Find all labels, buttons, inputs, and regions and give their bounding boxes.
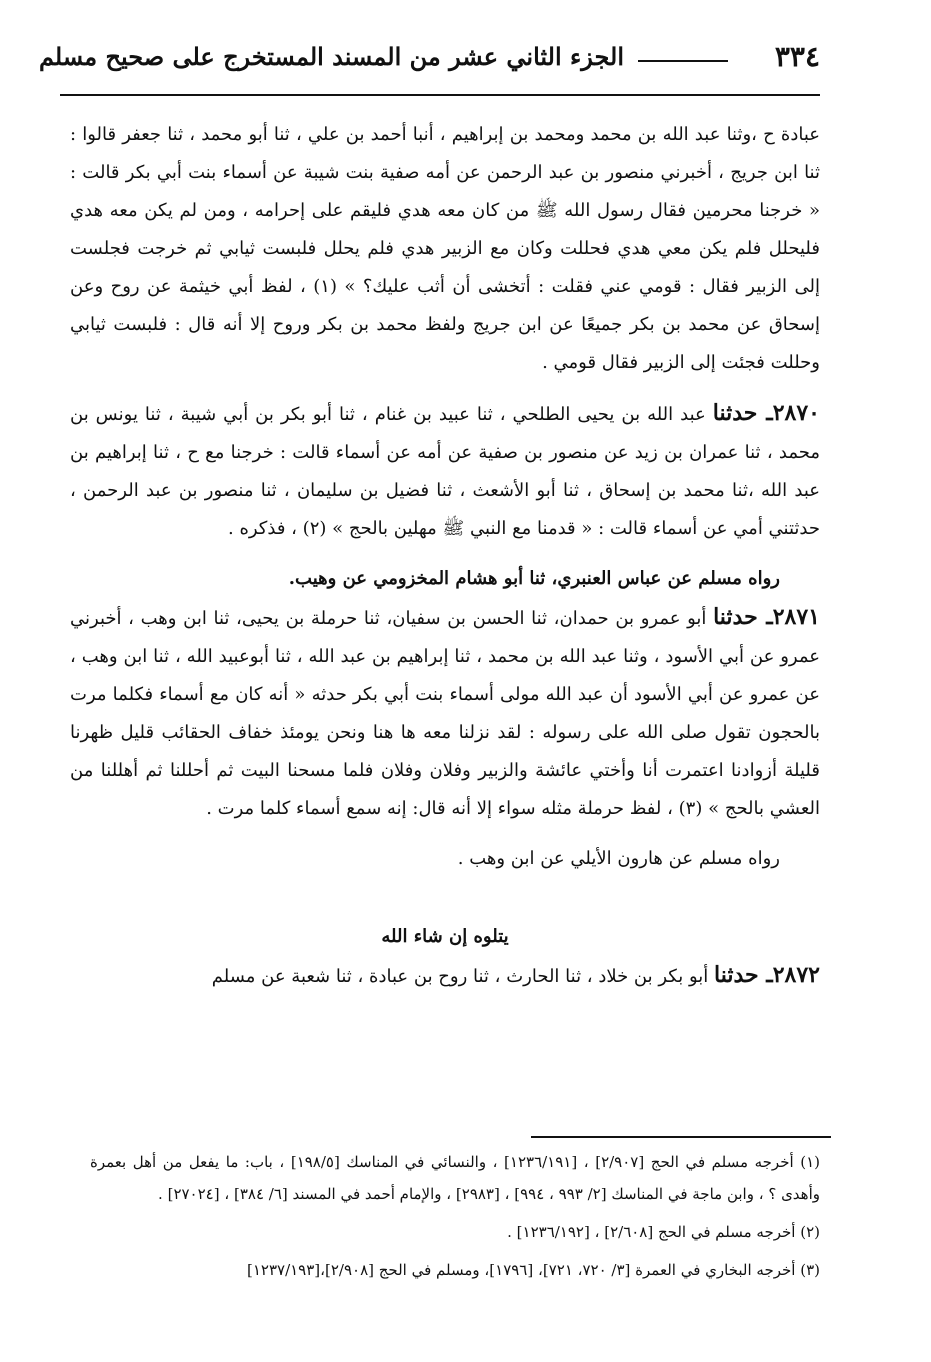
haddathana-label: ـ حدثنا [714,962,773,988]
footnote-separator [531,1136,831,1138]
continuation-heading [70,918,820,956]
haddathana-label: ـ حدثنا [713,604,773,630]
heading-text: يتلوه إن شاء الله [381,926,509,947]
header-rule [638,60,728,62]
narration-note [70,840,820,878]
narration-note [70,560,820,598]
paragraph-text: عبادة ح ،وثنا عبد الله بن محمد ومحمد بن إبراهيم ، أنبا أحمد بن علي ، ثنا أبو محمد ، ثنا جعفر قالوا : ثنا ابن جريج ، أخبرني منصور بن عبد الرحمن عن أمه صفية بنت شيبة عن أسماء بنت أبي بكر قالت : « خرجنا محرمين فقال رسول الله ﷺ من كان معه هدي فليقم على إحرامه ، ومن لم يكن معه هدي فليحلل فلم يكن معي هدي فحللت وكان مع الزبير هدي فلم يحلل فلبست ثيابي ثم خرجت فجلست إلى الزبير فقال : قومي عني فقلت : أتخشى أن أثب عليك؟ » (١) ، لفظ أبي خيثمة عن روح وعن إسحاق عن محمد بن بكر جميعًا عن ابن جريج ولفظ محمد بن بكر وروح إلا أنه قال : فلبست ثيابي وحللت فجئت إلى الزبير فقال قومي . [70,124,820,373]
hadith-paragraph [70,116,820,382]
hadith-number: ٢٨٧٢ [772,962,820,988]
footnote: (١) أخرجه مسلم في الحج [٢/٩٠٧] ، [١٢٣٦/١٩١] ، والنسائي في المناسك [١٩٨/٥] ، باب: ما يفعل من أهل بعمرة وأهدى ؟ ، وابن ماجة في المناسك [٢/ ٩٩٣ ، ٩٩٤] ، [٢٩٨٣] ، والإمام أحمد في المسند [٦/ ٣٨٤] ، [٢٧٠٢٤] . [90,1153,820,1203]
paragraph-text: أبو بكر بن خلاد ، ثنا الحارث ، ثنا روح بن عبادة ، ثنا شعبة عن مسلم [211,966,709,987]
paragraph-text: عبد الله بن يحيى الطلحي ، ثنا عبيد بن غنام ، ثنا أبو بكر بن أبي شيبة ، ثنا يونس بن محمد ، ثنا عمران بن زيد عن منصور بن صفية عن أمه عن أسماء قالت : خرجنا مع ح ، ثنا إبراهيم بن عبد الله ،ثنا محمد بن إسحاق ، ثنا أبو الأشعث ، ثنا فضيل بن سليمان ، ثنا منصور بن عبد الرحمن ، حدثتني أمي عن أسماء قالت : « قدمنا مع النبي ﷺ مهلين بالحج » (٢) ، فذكره . [70,404,820,539]
paragraph-text: أبو عمرو بن حمدان، ثنا الحسن بن سفيان، ثنا حرملة بن يحيى، ثنا ابن وهب ، أخبرني عمرو عن أبي الأسود ، وثنا عبد الله بن محمد ، ثنا إبراهيم بن عبد الله ، ثنا أبوعبيد الله ، ثنا ابن وهب ، عن عمرو عن أبي الأسود أن عبد الله مولى أسماء بنت أبي بكر حدثه « أنه كان مع أسماء فكلما مرت بالحجون تقول صلى الله على رسوله : لقد نزلنا معه ها هنا ونحن يومئذ خفاف الحقائب قليل ظهرنا قليلة أزوادنا اعتمرت أنا وأختي عائشة والزبير وفلان وفلان فلما مسحنا البيت ثم أحللنا ثم أهللنا من العشي بالحج » (٣) ، لفظ حرملة مثله سواء إلا أنه قال: إنه سمع أسماء كلما مرت . [70,608,820,819]
page-header [38,40,820,96]
footnotes [90,1146,820,1292]
footnote: (٣) أخرجه البخاري في العمرة [٣/ ٧٢٠، ٧٢١]، [١٧٩٦]، ومسلم في الحج [٢/٩٠٨]،[١٢٣٧/١٩٣] [246,1261,820,1279]
page-number: ٣٣٤ [774,40,820,73]
hadith-number: ٢٨٧١ [772,604,820,630]
hadith-paragraph [70,956,820,996]
main-text [70,116,820,996]
hadith-paragraph [70,598,820,828]
hadith-paragraph [70,394,820,548]
running-title: الجزء الثاني عشر من المسند المستخرج على صحيح مسلم [38,42,624,71]
paragraph-text: رواه مسلم عن عباس العنبري، ثنا أبو هشام المخزومي عن وهيب. [288,568,780,589]
haddathana-label: ـ حدثنا [712,400,773,426]
footnote: (٢) أخرجه مسلم في الحج [٢/٦٠٨] ، [١٢٣٦/١٩٢] . [507,1223,820,1241]
hadith-number: ٢٨٧٠ [772,400,820,426]
paragraph-text: رواه مسلم عن هارون الأيلي عن ابن وهب . [457,848,780,869]
